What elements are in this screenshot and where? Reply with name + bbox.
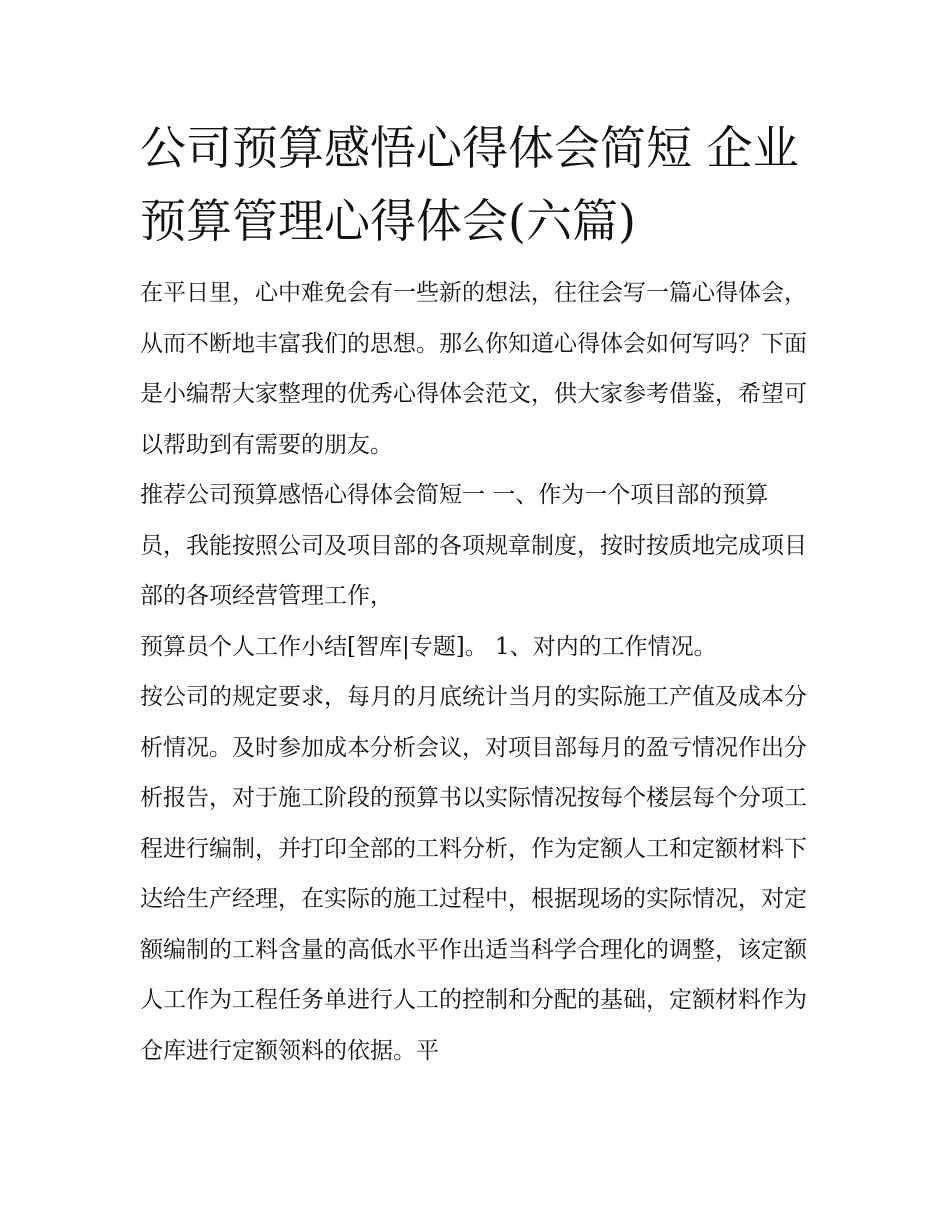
document-page (140, 112, 812, 1076)
paragraph-intro: 在平日里，心中难免会有一些新的想法，往往会写一篇心得体会，从而不断地丰富我们的思想。那么你知道心得体会如何写吗？下面是小编帮大家整理的优秀心得体会范文，供大家参考借鉴，希望可以帮助到有需要的朋友。 (140, 280, 807, 458)
document-title: 公司预算感悟心得体会简短 企业预算管理心得体会(六篇) (140, 121, 799, 248)
document-body (140, 268, 812, 1076)
paragraph-summary: 预算员个人工作小结[智库|专题]。 1、对内的工作情况。 (140, 633, 717, 660)
paragraph-details: 按公司的规定要求，每月的月底统计当月的实际施工产值及成本分析情况。及时参加成本分析会议，对项目部每月的盈亏情况作出分析报告，对于施工阶段的预算书以实际情况按每个楼层每个分项工程进行编制，并打印全部的工料分析，作为定额人工和定额材料下达给生产经理，在实际的施工过程中，根据现场的实际情况，对定额编制的工料含量的高低水平作出适当科学合理化的调整，该定额人工作为工程任务单进行人工的控制和分配的基础，定额材料作为仓库进行定额领料的依据。平 (140, 684, 807, 1064)
paragraph-recommend: 推荐公司预算感悟心得体会简短一 一、作为一个项目部的预算员，我能按照公司及项目部的各项规章制度，按时按质地完成项目部的各项经营管理工作， (140, 482, 807, 609)
